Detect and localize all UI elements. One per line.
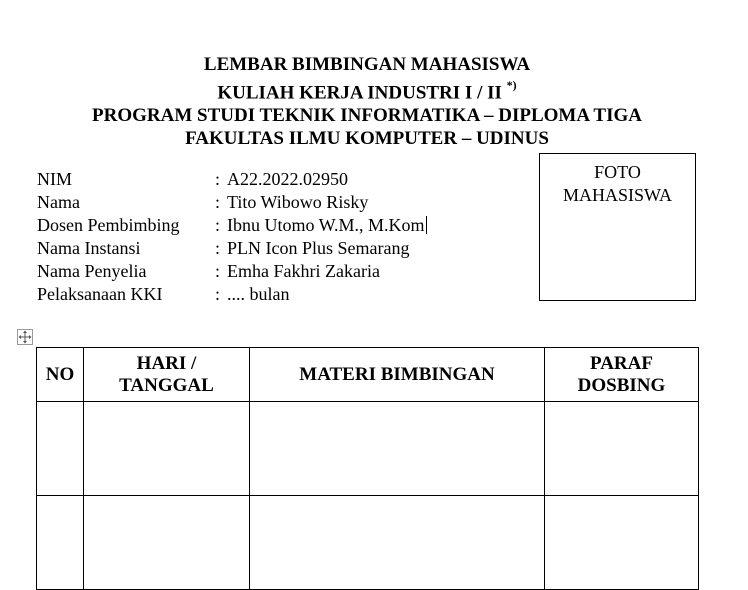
header-material: MATERI BIMBINGAN	[250, 348, 545, 402]
info-value: Emha Fakhri Zakaria	[227, 261, 380, 281]
info-row-dosen	[37, 214, 427, 237]
footnote-mark: *)	[506, 78, 517, 92]
header-no: NO	[37, 348, 84, 402]
info-value: .... bulan	[227, 284, 290, 304]
header-subtitle-text: KULIAH KERJA INDUSTRI I / II	[217, 82, 502, 104]
info-label: Nama Penyelia	[37, 261, 147, 281]
info-value-editing[interactable]	[227, 214, 427, 237]
table-row	[37, 402, 699, 496]
info-value: A22.2022.02950	[227, 169, 348, 189]
info-label: Dosen Pembimbing	[37, 215, 180, 235]
info-colon: :	[215, 284, 221, 304]
table-cell[interactable]	[545, 496, 699, 590]
photo-placeholder	[539, 153, 696, 301]
info-value: Ibnu Utomo W.M., M.Kom	[227, 215, 425, 235]
table-move-handle[interactable]	[17, 329, 33, 345]
table-cell[interactable]	[37, 402, 84, 496]
header-subtitle	[0, 76, 734, 104]
table-cell[interactable]	[250, 402, 545, 496]
header-signature	[545, 348, 699, 402]
info-row-nama	[37, 191, 427, 214]
table-header-row	[37, 348, 699, 402]
info-value: PLN Icon Plus Semarang	[227, 238, 410, 258]
text-cursor	[426, 216, 427, 234]
info-colon: :	[215, 261, 221, 281]
header-title: LEMBAR BIMBINGAN MAHASISWA	[203, 54, 531, 75]
header-signature-line1: PARAF	[590, 352, 653, 374]
info-row-instansi	[37, 237, 427, 260]
table-cell[interactable]	[84, 496, 250, 590]
info-colon: :	[215, 169, 221, 189]
info-colon: :	[215, 192, 221, 212]
table-cell[interactable]	[37, 496, 84, 590]
header-signature-line2: DOSBING	[577, 374, 666, 396]
info-row-penyelia	[37, 260, 427, 283]
info-label: Pelaksanaan KKI	[37, 284, 163, 304]
info-row-nim	[37, 168, 427, 191]
move-arrows-icon	[18, 330, 32, 344]
info-row-pelaksanaan	[37, 283, 427, 306]
student-info	[37, 168, 427, 306]
document-header	[0, 53, 734, 150]
photo-label-line1: FOTO	[594, 162, 641, 182]
table-cell[interactable]	[545, 402, 699, 496]
table-cell[interactable]	[250, 496, 545, 590]
header-date	[84, 348, 250, 402]
guidance-table	[36, 347, 699, 590]
photo-label-line2: MAHASISWA	[562, 185, 672, 205]
table-row	[37, 496, 699, 590]
info-label: Nama	[37, 192, 80, 212]
table-cell[interactable]	[84, 402, 250, 496]
header-date-line2: TANGGAL	[119, 374, 214, 396]
info-value: Tito Wibowo Risky	[227, 192, 369, 212]
header-date-line1: HARI /	[136, 352, 197, 374]
header-program: PROGRAM STUDI TEKNIK INFORMATIKA – DIPLOMA TIGA	[92, 105, 642, 127]
info-colon: :	[215, 238, 221, 258]
info-label: NIM	[37, 169, 72, 189]
info-colon: :	[215, 215, 221, 235]
info-label: Nama Instansi	[37, 238, 141, 258]
header-faculty: FAKULTAS ILMU KOMPUTER – UDINUS	[185, 128, 549, 150]
